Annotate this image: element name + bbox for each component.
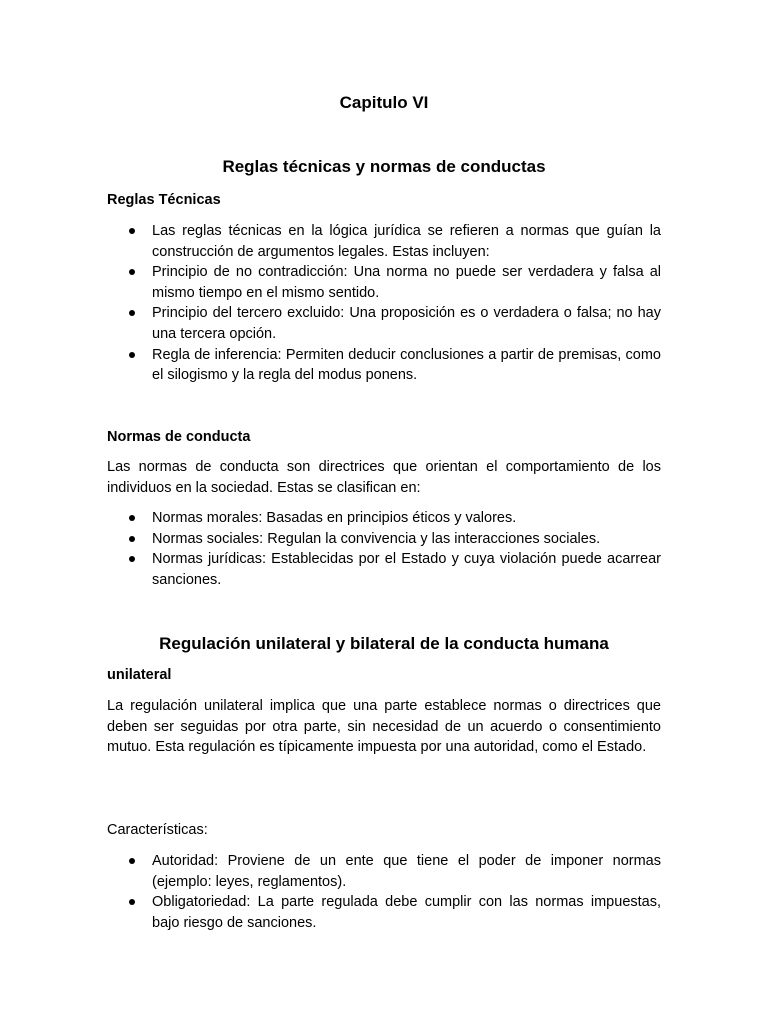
- bullet-icon: [129, 352, 135, 358]
- normas-conducta-list: [107, 508, 661, 590]
- list-item-text: Regla de inferencia: Permiten deducir conclusiones a partir de premisas, como el silogismo y la regla del modus ponens.: [152, 346, 661, 384]
- bullet-icon: [129, 310, 135, 316]
- section-title-regulacion: Regulación unilateral y bilateral de la conducta humana: [159, 634, 609, 653]
- list-item-text: Autoridad: Proviene de un ente que tiene el poder de imponer normas (ejemplo: leyes, reglamentos).: [152, 853, 661, 890]
- chapter-title: Capitulo VI: [339, 93, 429, 112]
- heading-normas-conducta: Normas de conducta: [107, 429, 251, 445]
- list-item-text: Normas morales: Basadas en principios éticos y valores.: [152, 510, 517, 526]
- bullet-icon: [129, 556, 135, 562]
- list-item: [107, 221, 661, 262]
- bullet-icon: [129, 515, 135, 521]
- list-item-text: Las reglas técnicas en la lógica jurídica se refieren a normas que guían la construcción de argumentos legales. Estas incluyen:: [152, 223, 661, 260]
- list-item-text: Principio de no contradicción: Una norma no puede ser verdadera y falsa al mismo tiempo en el mismo sentido.: [152, 264, 661, 301]
- caracteristicas-label: Características:: [107, 822, 208, 838]
- bullet-icon: [129, 228, 135, 234]
- bullet-icon: [129, 536, 135, 542]
- reglas-tecnicas-list: [107, 221, 661, 386]
- heading-reglas-tecnicas: Reglas Técnicas: [107, 192, 221, 208]
- list-item: [107, 303, 661, 344]
- section-title-reglas-normas: Reglas técnicas y normas de conductas: [222, 157, 546, 176]
- list-item-text: Principio del tercero excluido: Una proposición es o verdadera o falsa; no hay una tercera opción.: [152, 305, 661, 342]
- list-item: [107, 262, 661, 303]
- list-item-text: Obligatoriedad: La parte regulada debe cumplir con las normas impuestas, bajo riesgo de sanciones.: [152, 894, 661, 931]
- unilateral-intro-paragraph: La regulación unilateral implica que una parte establece normas o directrices que deben ser seguidas por otra parte, sin necesidad de un acuerdo o consentimiento mutuo. Esta regulación es típicamente impuesta por una autoridad, como el Estado.: [107, 698, 661, 756]
- heading-unilateral: unilateral: [107, 667, 172, 683]
- bullet-icon: [129, 899, 135, 905]
- list-item: [107, 345, 661, 386]
- list-item: [107, 549, 661, 590]
- list-item: [107, 508, 661, 529]
- list-item-text: Normas sociales: Regulan la convivencia y las interacciones sociales.: [152, 530, 601, 547]
- list-item: [107, 851, 661, 892]
- list-item-text: Normas jurídicas: Establecidas por el Estado y cuya violación puede acarrear sanciones.: [152, 551, 661, 588]
- bullet-icon: [129, 269, 135, 275]
- caracteristicas-list: [107, 851, 661, 933]
- normas-intro-paragraph: Las normas de conducta son directrices que orientan el comportamiento de los individuos en la sociedad. Estas se clasifican en:: [107, 459, 661, 496]
- list-item: [107, 892, 661, 933]
- bullet-icon: [129, 858, 135, 864]
- list-item: [107, 529, 661, 550]
